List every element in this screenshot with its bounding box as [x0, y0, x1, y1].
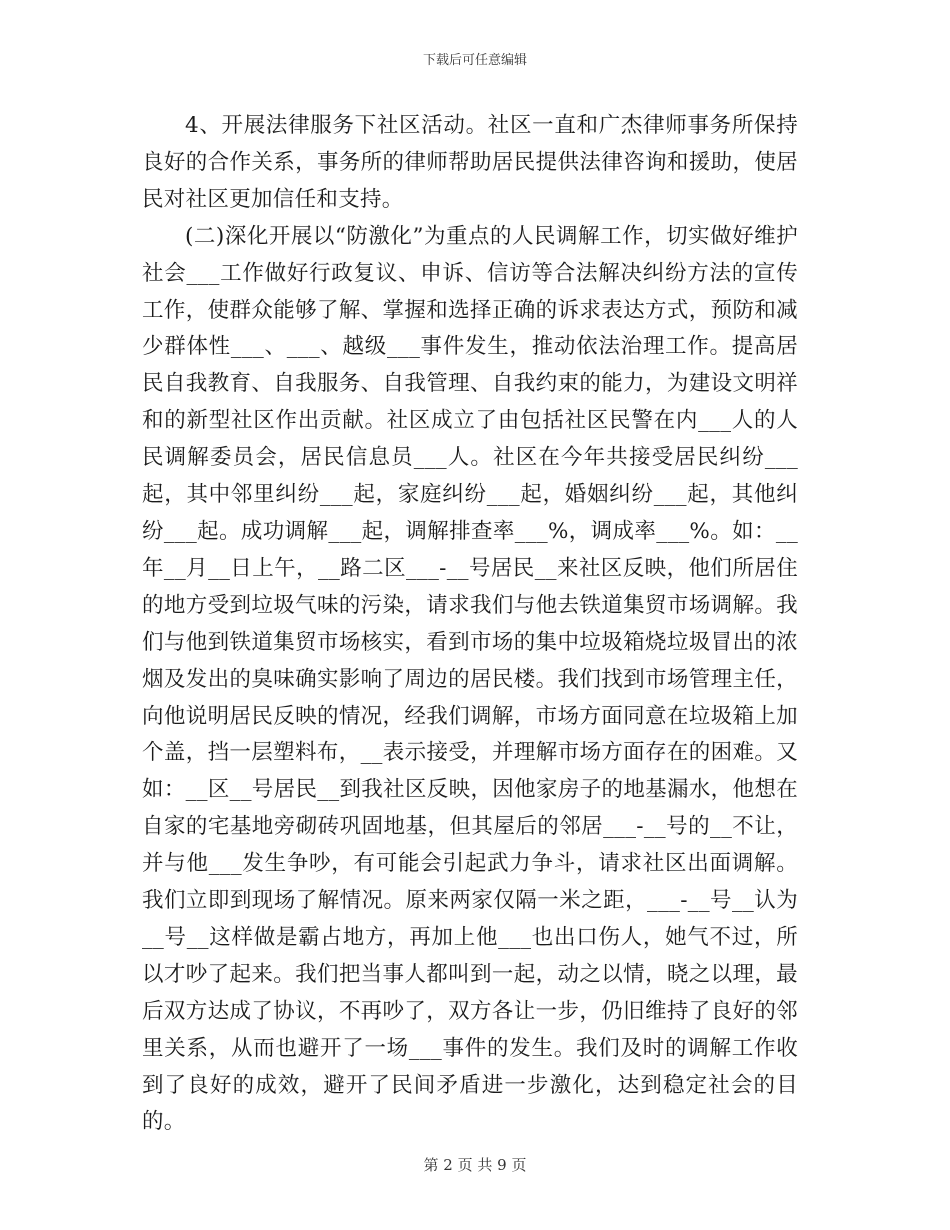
page-header: 下载后可任意编辑 [422, 53, 527, 68]
paragraph-mediation-work: (二)深化开展以“防激化”为重点的人民调解工作，切实做好维护社会___工作做好行政复议、申诉、信访等合法解决纠纷方法的宣传工作，使群众能够了解、掌握和选择正确的诉求表达方式，预防和减少群体性___、___、越级___事件发生，推动依法治理工作。提高居民自我教育、自我服务、自我管理、自我约束的能力，为建设文明祥和的新型社区作出贡献。社区成立了由包括社区民警在内___人的人民调解委员会，居民信息员___人。社区在今年共接受居民纠纷___起，其中邻里纠纷___起，家庭纠纷___起，婚姻纠纷___起，其他纠纷___起。成功调解___起，调解排查率___%，调成率___%。如：__年__月__日上午，__路二区___-__号居民__来社区反映，他们所居住的地方受到垃圾气味的污染，请求我们与他去铁道集贸市场调解。我们与他到铁道集贸市场核实，看到市场的集中垃圾箱烧垃圾冒出的浓烟及发出的臭味确实影响了周边的居民楼。我们找到市场管理主任，向他说明居民反映的情况，经我们调解，市场方面同意在垃圾箱上加个盖，挡一层塑料布，__表示接受，并理解市场方面存在的困难。又如：__区__号居民__到我社区反映，因他家房子的地基漏水，他想在自家的宅基地旁砌砖巩固地基，但其屋后的邻居___-__号的__不让，并与他___发生争吵，有可能会引起武力争斗，请求社区出面调解。我们立即到现场了解情况。原来两家仅隔一米之距，___-__号__认为__号__这样做是霸占地方，再加上他___也出口伤人，她气不过，所以才吵了起来。我们把当事人都叫到一起，动之以情，晓之以理，最后双方达成了协议，不再吵了，双方各让一步，仍旧维持了良好的邻里关系，从而也避开了一场___事件的发生。我们及时的调解工作收到了良好的成效，避开了民间矛盾进一步激化，达到稳定社会的目的。 [142, 223, 798, 1135]
paragraph-legal-services: 4、开展法律服务下社区活动。社区一直和广杰律师事务所保持良好的合作关系，事务所的律师帮助居民提供法律咨询和援助，使居民对社区更加信任和支持。 [142, 113, 798, 212]
page-number: 第 2 页 共 9 页 [423, 1156, 527, 1174]
document-body [142, 108, 798, 1141]
